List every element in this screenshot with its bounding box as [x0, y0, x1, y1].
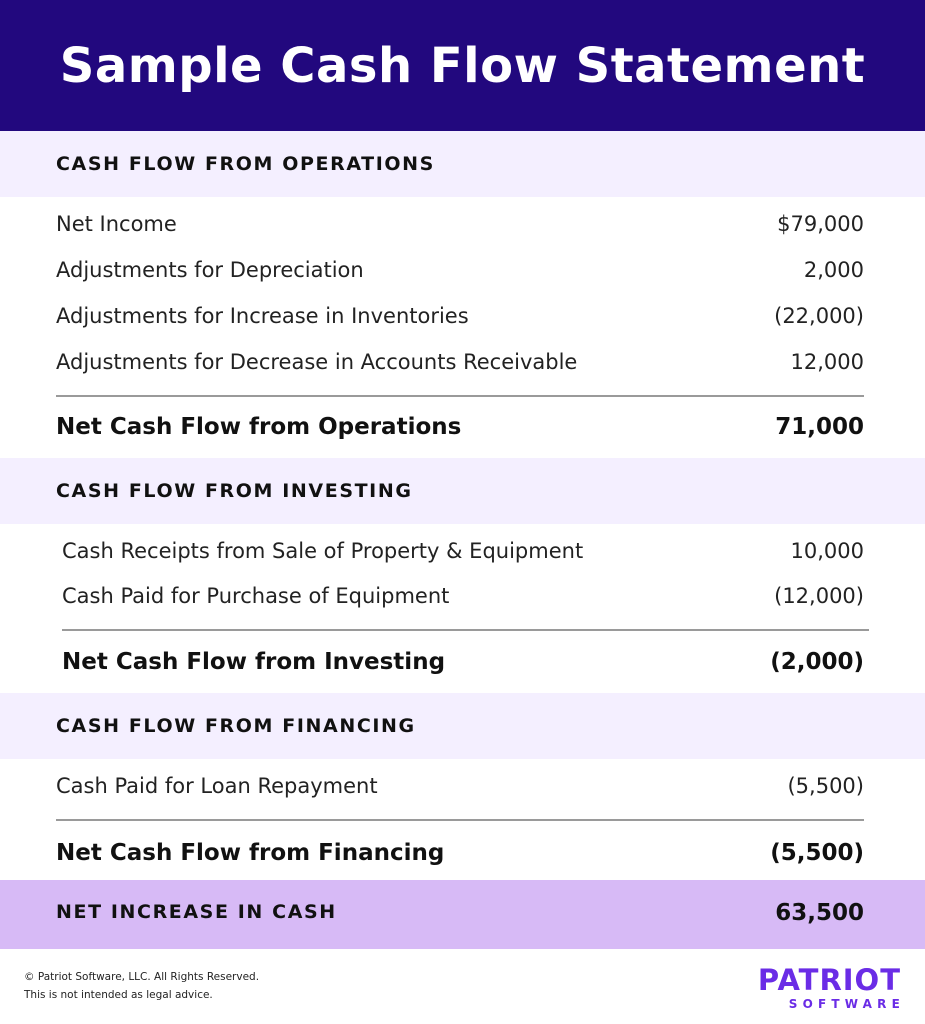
line-item-amount: (12,000)	[774, 584, 864, 608]
line-item	[56, 209, 864, 239]
total-amount: 71,000	[775, 414, 864, 440]
total-label: Net Cash Flow from Investing	[62, 649, 446, 675]
total-amount: (2,000)	[770, 649, 864, 675]
line-item-amount: (22,000)	[774, 304, 864, 328]
line-item	[62, 581, 864, 611]
title-banner	[0, 0, 925, 131]
line-item-amount: 10,000	[790, 539, 864, 563]
line-item-amount: $79,000	[777, 212, 864, 236]
divider	[56, 395, 864, 397]
line-item	[62, 536, 864, 566]
page-title: Sample Cash Flow Statement	[59, 37, 866, 94]
line-item	[56, 255, 864, 285]
total-label: Net Cash Flow from Operations	[56, 414, 462, 440]
line-item-label: Cash Paid for Loan Repayment	[56, 774, 378, 798]
divider	[56, 819, 864, 821]
net-increase-label: NET INCREASE IN CASH	[56, 901, 337, 923]
line-item	[56, 301, 864, 331]
section-heading: CASH FLOW FROM FINANCING	[56, 715, 416, 737]
section-header-investing	[0, 458, 925, 524]
section-heading: CASH FLOW FROM INVESTING	[56, 480, 413, 502]
net-increase-amount: 63,500	[775, 900, 864, 926]
section-header-financing	[0, 693, 925, 759]
divider	[62, 629, 869, 631]
line-item-label: Cash Paid for Purchase of Equipment	[62, 584, 450, 608]
total-row-financing	[56, 836, 864, 870]
line-item	[56, 771, 864, 801]
disclaimer-text: This is not intended as legal advice.	[24, 989, 213, 1001]
copyright-text: © Patriot Software, LLC. All Rights Reserved.	[24, 971, 260, 983]
line-item-label: Adjustments for Increase in Inventories	[56, 304, 469, 328]
line-item-label: Adjustments for Depreciation	[56, 258, 364, 282]
logo-brand: PATRIOT	[757, 963, 901, 997]
line-item-label: Adjustments for Decrease in Accounts Receivable	[56, 350, 578, 374]
total-amount: (5,500)	[770, 840, 864, 866]
line-item-label: Net Income	[56, 212, 177, 236]
line-item-label: Cash Receipts from Sale of Property & Equipment	[62, 539, 584, 563]
logo-subtitle: SOFTWARE	[788, 997, 905, 1011]
section-heading: CASH FLOW FROM OPERATIONS	[56, 153, 435, 175]
net-increase-band	[0, 880, 925, 949]
section-header-operations	[0, 131, 925, 197]
line-item-amount: 2,000	[803, 258, 864, 282]
patriot-software-logo	[741, 963, 905, 1011]
total-row-operations	[56, 410, 864, 444]
total-label: Net Cash Flow from Financing	[56, 840, 445, 866]
line-item-amount: 12,000	[790, 350, 864, 374]
line-item	[56, 347, 864, 377]
total-row-investing	[62, 645, 864, 679]
line-item-amount: (5,500)	[787, 774, 864, 798]
